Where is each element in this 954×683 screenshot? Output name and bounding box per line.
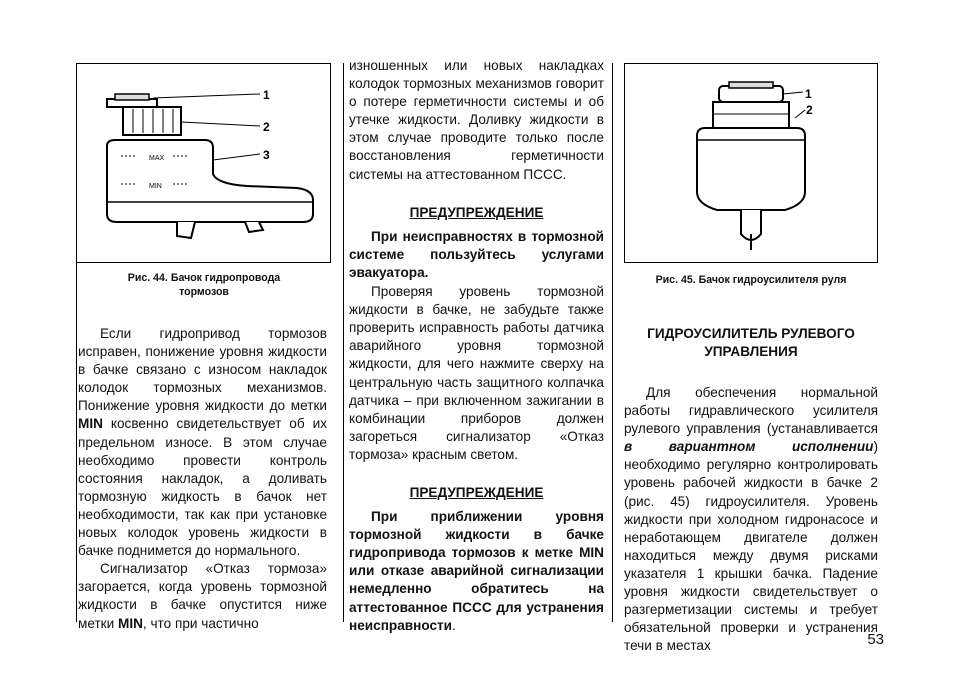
figure-44-frame	[76, 63, 331, 263]
text-run-bold: При приближении уровня тормозной жидкости в бачке гидропривода тормозов к метке MIN или отказе аварийной сигнализации немедленно обратитесь на аттестованное ПССС для устранения неисправности	[349, 509, 604, 633]
column-1-text	[78, 325, 327, 633]
min-mark: MIN	[149, 183, 162, 190]
caption-line: Рис. 44. Бачок гидропровода	[127, 272, 281, 284]
paragraph: Проверяя уровень тормозной жидкости в бачке, не забудьте также проверить исправность работы датчика аварийного уровня тормозной жидкости, для чего нажмите сверху на центральную часть защитного колпачка датчика – при включенном зажигании в комбинации приборов должен загореться сигнализатор «Отказ тормоза» красным светом.	[349, 284, 604, 462]
text-run-bold: MIN	[78, 416, 103, 432]
column-3-text	[624, 325, 878, 655]
text-run: ) необходимо регулярно контролировать уровень рабочей жидкости в бачке 2 (рис. 45) гидроусилителя. Уровень жидкости при холодном гидронасосе и неработающем двигателе должен находиться между двумя рисками указателя 1 крышки бачка. Падение уровня жидкости свидетельствует о разгерметизации системы и требует обязательной проверки и устранения течи в местах	[624, 439, 878, 654]
caption-line: тормозов	[179, 286, 229, 298]
label-3: 3	[263, 148, 270, 162]
warning-text-2	[349, 508, 604, 635]
text-run: .	[452, 617, 456, 633]
text-run: косвенно свидетельствует об их предельном износе. В этом случае необходимо провести контроль состояния накладок, а доливать тормозную жидкость в бачок нет необходимости, так как при установке новых колодок уровень жидкости в бачке поднимется до нормального.	[78, 416, 327, 559]
label-2: 2	[806, 103, 813, 117]
column-rule-mid	[343, 63, 344, 622]
label-2: 2	[263, 120, 270, 134]
brake-reservoir-illustration	[77, 64, 330, 262]
text-run-bold: MIN	[118, 615, 143, 631]
section-title-line: УПРАВЛЕНИЯ	[704, 344, 798, 359]
page-number: 53	[867, 631, 884, 648]
paragraph	[78, 560, 327, 632]
text-run: , что при частично	[142, 615, 259, 631]
text-run: Для обеспечения нормальной работы гидравлического усилителя рулевого управления (устанавливается	[624, 385, 878, 437]
column-rule-right	[612, 63, 613, 622]
warning-title-2: ПРЕДУПРЕЖДЕНИЕ	[409, 484, 544, 500]
section-title	[624, 325, 878, 361]
label-1: 1	[805, 87, 812, 101]
paragraph	[624, 384, 878, 655]
paragraph: изношенных или новых накладках колодок тормозных механизмов говорит о потере герметичности системы и об утечке жидкости. Доливку жидкости в этом случае проводите только после восстановления герметичности системы на аттестованном ПССС.	[349, 58, 604, 182]
figure-44-caption	[90, 271, 318, 299]
figure-45-frame	[624, 63, 878, 263]
text-run-bold-italic: в вариантном исполнении	[624, 439, 874, 455]
paragraph	[78, 325, 327, 560]
text-run: Сигнализатор «Отказ тормоза» загорается, когда уровень тормозной жидкости в бачке опустится ниже метки	[78, 561, 327, 631]
warning-title-1: ПРЕДУПРЕЖДЕНИЕ	[409, 204, 544, 220]
max-mark: MAX	[149, 155, 165, 162]
figure-45-caption: Рис. 45. Бачок гидроусилителя руля	[655, 274, 847, 286]
section-title-line: ГИДРОУСИЛИТЕЛЬ РУЛЕВОГО	[647, 326, 855, 341]
text-run: Если гидропривод тормозов исправен, понижение уровня жидкости в бачке связано с износом накладок колодок тормозных механизмов. Понижение уровня жидкости до метки	[78, 326, 327, 414]
column-2-text	[349, 57, 604, 635]
warning-text-1: При неисправностях в тормозной системе пользуйтесь услугами эвакуатора.	[349, 228, 604, 280]
label-1: 1	[263, 88, 270, 102]
power-steering-reservoir-illustration	[625, 64, 877, 262]
